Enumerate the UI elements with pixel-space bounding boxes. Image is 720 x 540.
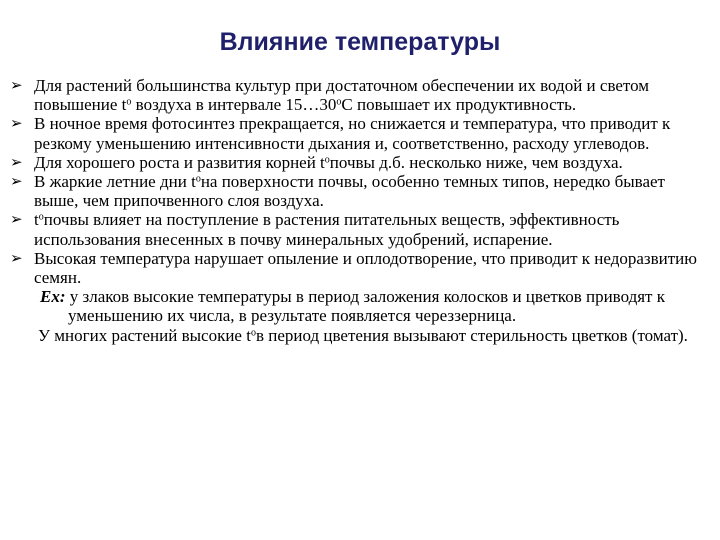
example-text: у злаков высокие температуры в период заложения колосков и цветков приводят к уменьшению их числа, в результате появляется череззерница. [65,287,665,326]
item-text: С повышает их продуктивность. [341,95,577,115]
degree-sup: o [126,96,132,108]
arrowhead-bullet-icon: ➢ [10,248,23,267]
degree-sup: o [38,211,44,223]
degree-sup: o [250,327,256,339]
list-item [10,153,710,172]
list-item [10,172,710,210]
item-text: почвы влияет на поступление в растения питательных веществ, эффективность использования внесенных в почву минеральных удобрений, испарение. [34,210,620,249]
example-label: Ex: [40,287,66,307]
list-item [10,76,710,114]
arrowhead-bullet-icon: ➢ [10,114,23,133]
tail-text: в период цветения вызывают стерильность цветков (томат). [255,325,688,345]
item-text: Для растений большинства культур при достаточном обеспечении их водой и светом повышение t [34,76,650,115]
degree-sup: o [195,173,201,185]
slide-content [10,76,710,345]
bullet-list [10,76,710,287]
tail-paragraph [10,326,710,345]
degree-sup: o [324,154,330,166]
item-text: В жаркие летние дни t [34,172,196,192]
item-text: Высокая температура нарушает опыление и оплодотворение, что приводит к недоразвитию семян. [34,248,697,288]
arrowhead-bullet-icon: ➢ [10,76,23,94]
item-text: В ночное время фотосинтез прекращается, но снижается и температура, что приводит к резкому уменьшению интенсивности дыхания и, соответственно, расходу углеводов. [34,114,671,153]
list-item [10,210,710,248]
item-text: почвы д.б. несколько ниже, чем воздуха. [329,152,623,172]
arrowhead-bullet-icon: ➢ [10,172,23,191]
item-text: t [34,210,39,230]
arrowhead-bullet-icon: ➢ [10,152,23,171]
slide-title: Влияние температуры [219,28,501,56]
list-item [10,249,710,287]
tail-text: У многих растений высокие t [38,325,251,345]
list-item [10,114,710,152]
arrowhead-bullet-icon: ➢ [10,210,23,229]
item-text: воздуха в интервале 15…30 [131,95,337,115]
item-text: Для хорошего роста и развития корней t [34,152,325,172]
item-text: на поверхности почвы, особенно темных типов, нередко бывает выше, чем припочвенного слоя воздуха. [34,172,665,211]
degree-sup: o [336,96,342,108]
example-paragraph [10,287,710,325]
